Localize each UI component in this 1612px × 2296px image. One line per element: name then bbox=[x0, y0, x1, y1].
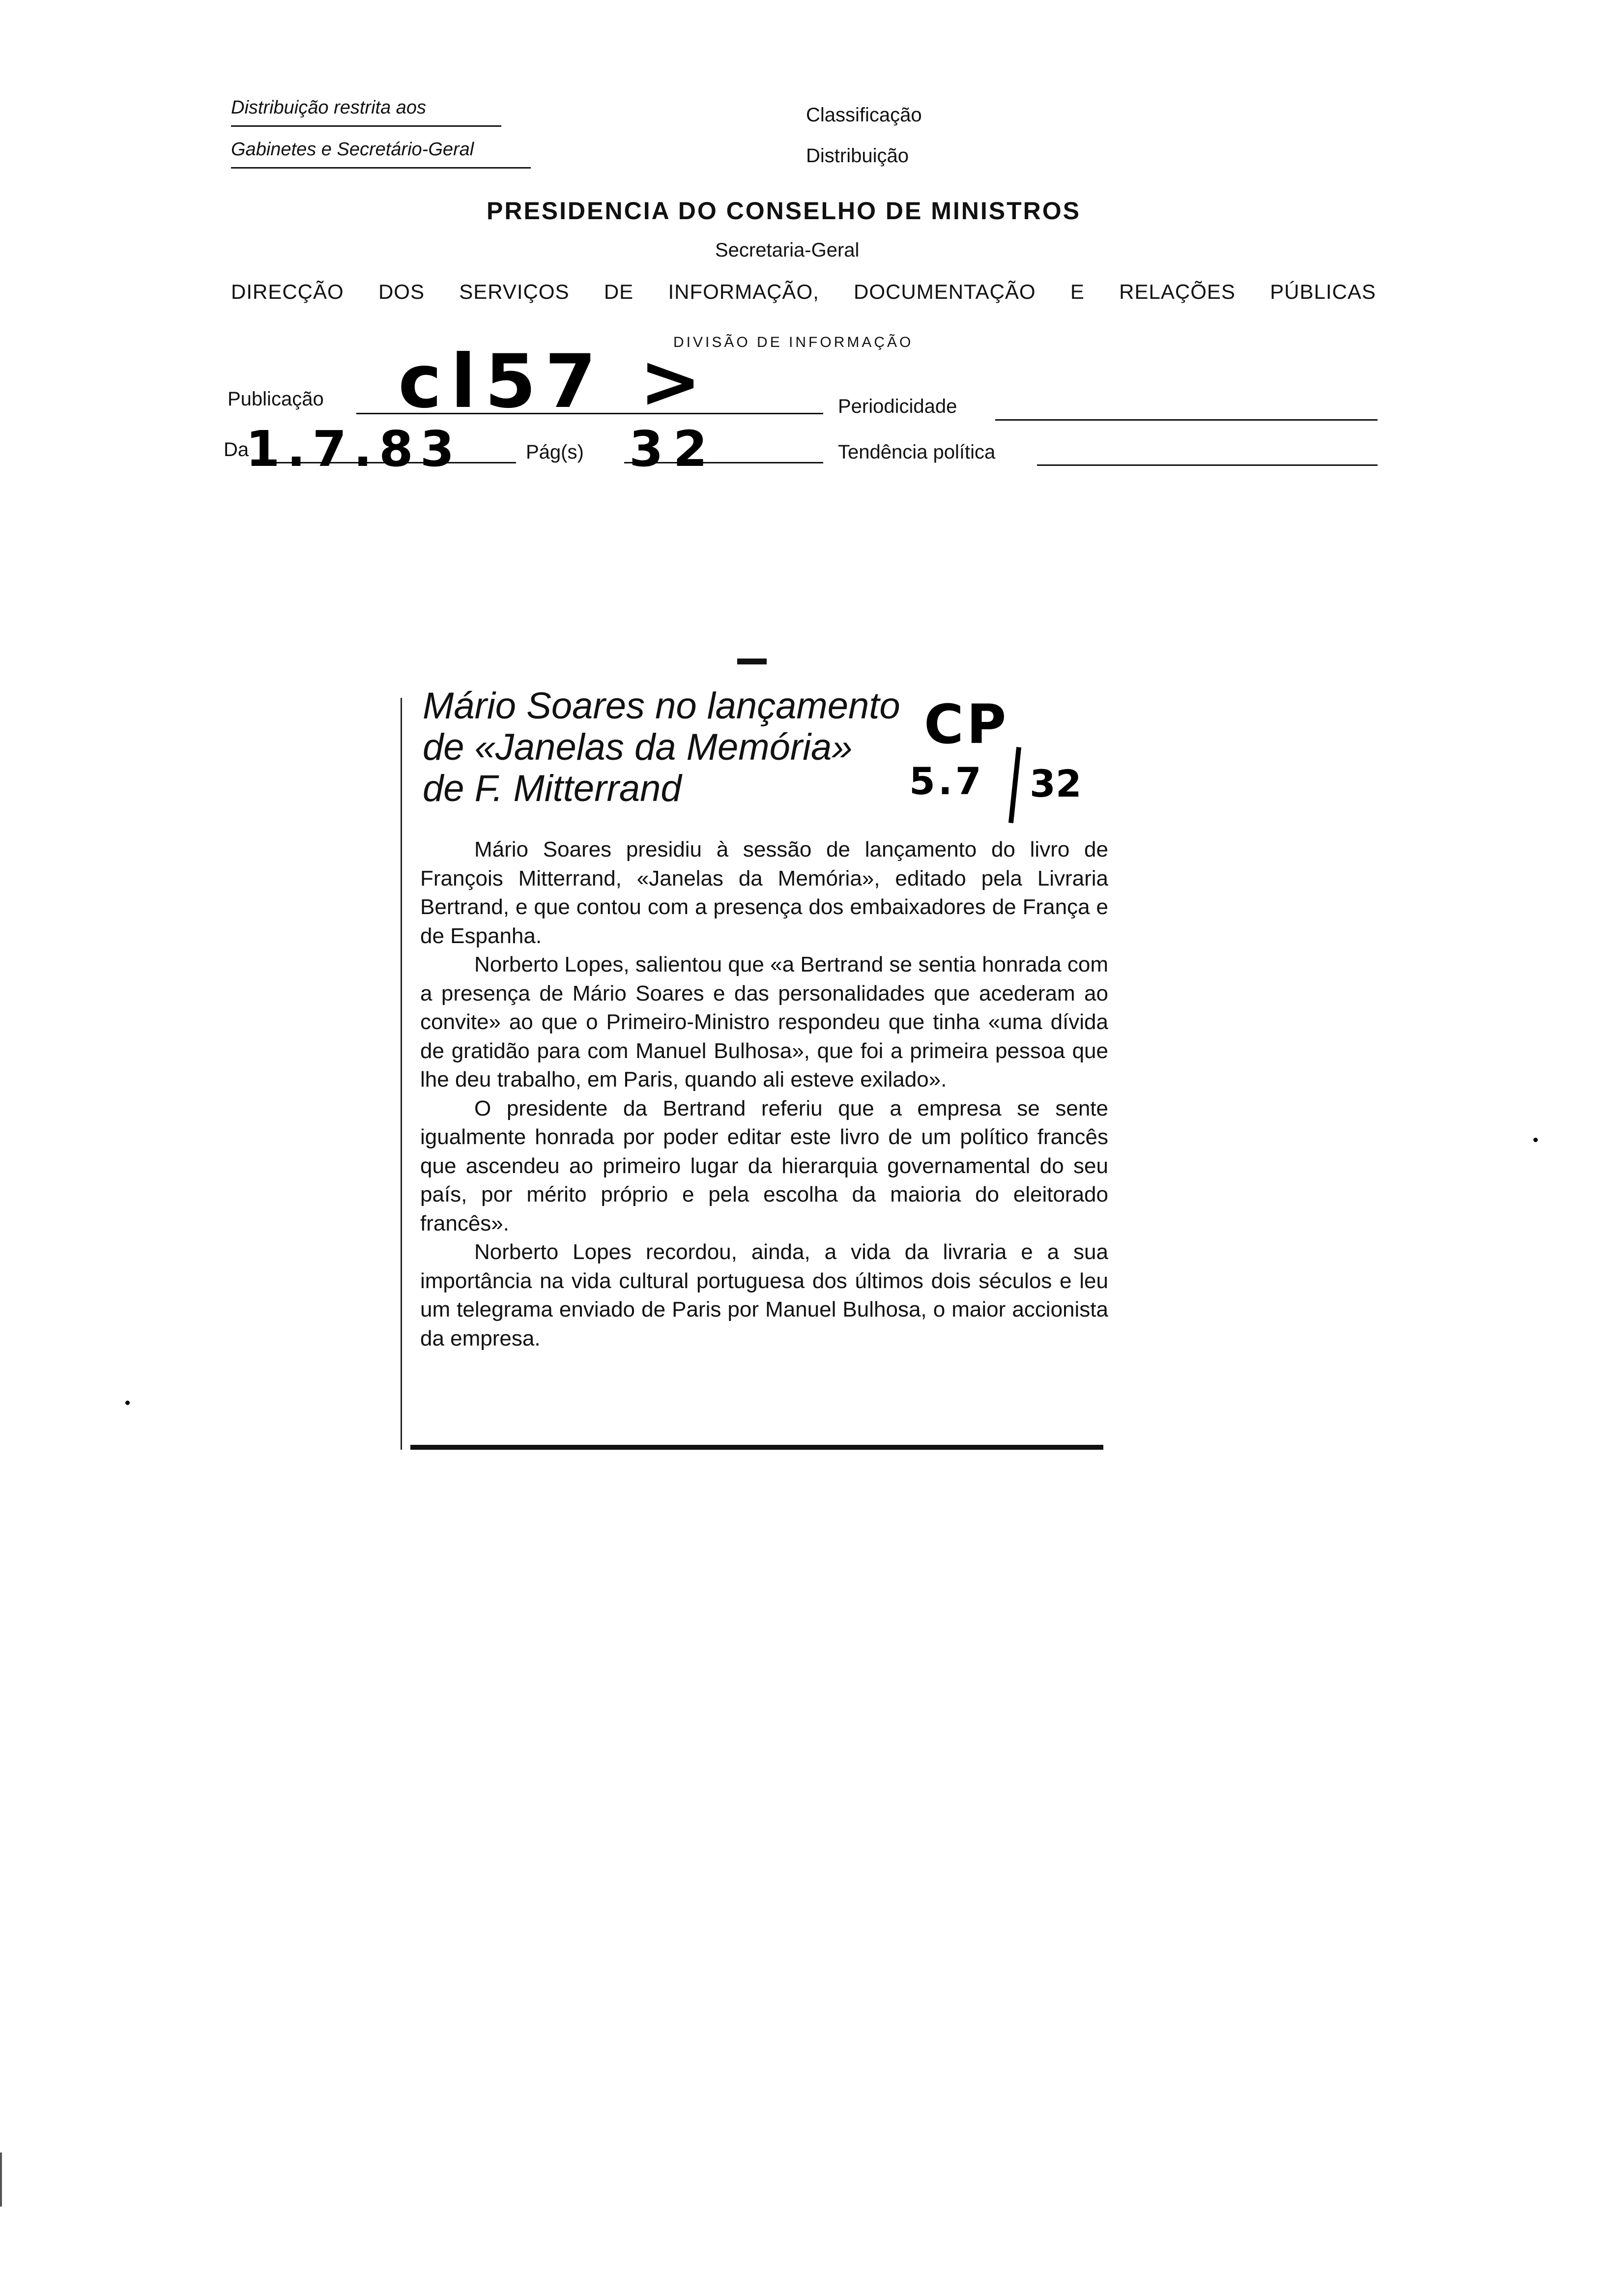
division-label: DIVISÃO DE INFORMAÇÃO bbox=[673, 334, 914, 350]
clipping-paragraph: Norberto Lopes, salientou que «a Bertrand se sentia honrada com a presença de Mário Soares e das personalidades que acederam ao convite» ao que o Primeiro-Ministro respondeu que tinha «uma dívida de gratidão para com Manuel Bulhosa», que foi a primeira pessoa que lhe deu trabalho, em Paris, quando ali esteve exilado». bbox=[420, 952, 1108, 1091]
scan-speck bbox=[1533, 1138, 1538, 1142]
scan-edge-mark bbox=[0, 2152, 2, 2207]
restricted-distribution-line2: Gabinetes e Secretário-Geral bbox=[231, 139, 474, 160]
clipping-left-edge bbox=[401, 698, 402, 1450]
directorate-word: SERVIÇOS bbox=[459, 280, 570, 303]
directorate-word: DE bbox=[604, 280, 634, 303]
handwritten-annotation-page: 32 bbox=[1030, 762, 1082, 805]
publication-label: Publicação bbox=[228, 388, 324, 410]
restricted-underline-2 bbox=[231, 167, 531, 169]
date-label: Da bbox=[224, 439, 249, 460]
directorate-word: DOS bbox=[378, 280, 425, 303]
directorate-word: RELAÇÕES bbox=[1119, 280, 1236, 303]
directorate-word: E bbox=[1070, 280, 1085, 303]
handwritten-annotation: CP bbox=[924, 693, 1009, 756]
headline-line: de «Janelas da Memória» bbox=[423, 726, 853, 768]
directorate-word: DOCUMENTAÇÃO bbox=[854, 280, 1036, 303]
headline-line: de F. Mitterrand bbox=[423, 768, 682, 809]
document-subtitle: Secretaria-Geral bbox=[715, 239, 860, 261]
date-handwritten: 1.7.83 bbox=[246, 420, 461, 478]
clipping-body bbox=[420, 835, 1108, 1353]
scan-speck bbox=[125, 1401, 130, 1405]
directorate-word: DIRECÇÃO bbox=[231, 280, 344, 303]
periodicity-label: Periodicidade bbox=[838, 396, 957, 417]
political-tendency-label: Tendência política bbox=[838, 441, 996, 463]
restricted-underline-1 bbox=[231, 125, 501, 127]
clipping-paragraph: Norberto Lopes recordou, ainda, a vida da livraria e a sua importância na vida cultural portuguesa dos últimos dois séculos e leu um telegrama enviado de Paris por Manuel Bulhosa, o maior accionista da empresa. bbox=[420, 1240, 1108, 1350]
clipping-paragraph: O presidente da Bertrand referiu que a empresa se sente igualmente honrada por poder editar este livro de um político francês que ascendeu ao primeiro lugar da hierarquia governamental do seu país, por mérito próprio e pela escolha da maioria do eleitorado francês». bbox=[420, 1096, 1108, 1235]
distribution-label: Distribuição bbox=[806, 145, 909, 167]
restricted-distribution-line1: Distribuição restrita aos bbox=[231, 97, 427, 118]
classification-label: Classificação bbox=[806, 104, 922, 126]
directorate-word: INFORMAÇÃO, bbox=[668, 280, 819, 303]
handwritten-annotation-date: 5.7 bbox=[909, 759, 984, 803]
periodicity-line bbox=[995, 419, 1378, 421]
political-tendency-line bbox=[1037, 464, 1378, 466]
clipping-top-mark bbox=[737, 659, 767, 664]
pages-label: Pág(s) bbox=[526, 441, 584, 463]
document-title: PRESIDENCIA DO CONSELHO DE MINISTROS bbox=[487, 197, 1081, 225]
clipping-paragraph: Mário Soares presidiu à sessão de lançamento do livro de François Mitterrand, «Janelas da Memória», editado pela Livraria Bertrand, e que contou com a presença dos embaixadores de França e de Espanha. bbox=[420, 837, 1108, 948]
pages-handwritten: 32 bbox=[629, 420, 718, 478]
publication-handwritten: cl57 > bbox=[398, 339, 710, 425]
clipping-bottom-rule bbox=[410, 1445, 1103, 1450]
headline-line: Mário Soares no lançamento bbox=[423, 685, 900, 727]
directorate-word: PÚBLICAS bbox=[1270, 280, 1376, 303]
directorate-line bbox=[231, 280, 1376, 304]
